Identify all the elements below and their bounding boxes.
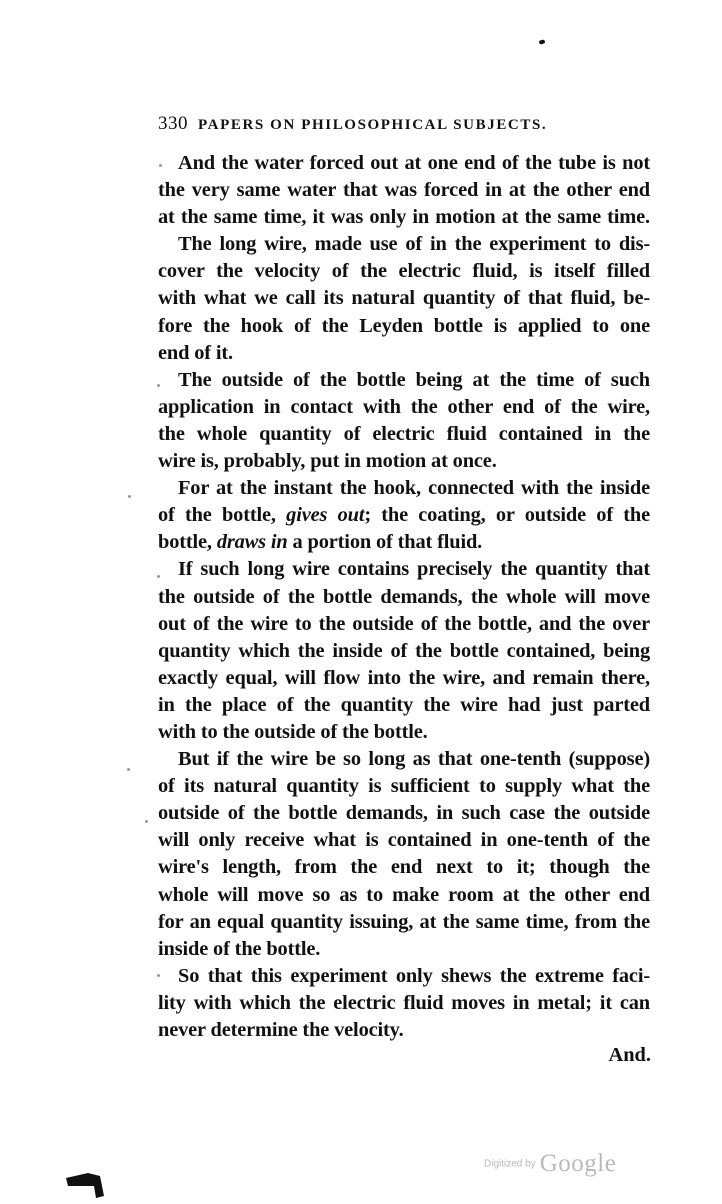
library-stamp-mark bbox=[66, 1162, 106, 1198]
text-line: lity with which the electric fluid moves in metal; it can bbox=[158, 991, 650, 1014]
text-line: will only receive what is contained in one-tenth of the bbox=[158, 829, 650, 852]
text-line: The outside of the bottle being at the time of such bbox=[178, 368, 650, 391]
text-line: of its natural quantity is sufficient to supply what the bbox=[158, 775, 650, 798]
margin-speck bbox=[157, 575, 160, 578]
emphasis: draws in bbox=[216, 531, 288, 554]
text-line: at the same time, it was only in motion at the same time. bbox=[158, 206, 650, 229]
text-line: But if the wire be so long as that one-tenth (suppose) bbox=[178, 748, 650, 771]
margin-speck bbox=[159, 164, 162, 167]
text-line: the very same water that was forced in at the other end bbox=[158, 179, 650, 202]
margin-speck bbox=[128, 495, 131, 498]
margin-speck bbox=[145, 820, 148, 823]
watermark-brand: Google bbox=[539, 1150, 617, 1177]
text-line: in the place of the quantity the wire had just parted bbox=[158, 693, 650, 716]
margin-speck bbox=[127, 768, 130, 771]
text-line: for an equal quantity issuing, at the same time, from the bbox=[158, 910, 650, 933]
text-line: of the bottle, gives out; the coating, or outside of the bbox=[158, 504, 650, 527]
text-line: fore the hook of the Leyden bottle is applied to one bbox=[158, 314, 650, 337]
text-line: cover the velocity of the electric fluid, is itself filled bbox=[158, 260, 650, 283]
text-line: end of it. bbox=[158, 341, 233, 364]
text-line: never determine the velocity. bbox=[158, 1019, 404, 1041]
text-line: And the water forced out at one end of the tube is not bbox=[178, 152, 650, 174]
text-line: application in contact with the other end of the wire, bbox=[158, 395, 650, 418]
page-number: 330 bbox=[158, 113, 188, 134]
digitized-by-google-watermark bbox=[484, 1150, 624, 1184]
body-text bbox=[158, 150, 650, 1044]
emphasis: gives out bbox=[286, 504, 365, 527]
text-line: If such long wire contains precisely the quantity that bbox=[178, 558, 650, 581]
text-line: inside of the bottle. bbox=[158, 937, 321, 960]
text-line: with to the outside of the bottle. bbox=[158, 720, 428, 743]
text-line: the whole quantity of electric fluid contained in the bbox=[158, 422, 650, 445]
catchword: And. bbox=[608, 1044, 651, 1066]
text-line: quantity which the inside of the bottle contained, being bbox=[158, 639, 650, 662]
text-line: out of the wire to the outside of the bottle, and the over bbox=[158, 612, 650, 635]
page-header bbox=[158, 113, 652, 139]
margin-speck bbox=[157, 974, 160, 977]
text-line: whole will move so as to make room at the other end bbox=[158, 883, 650, 906]
watermark-prefix: Digitized by bbox=[484, 1158, 536, 1170]
text-line: wire's length, from the end next to it; though the bbox=[158, 856, 650, 879]
text-line: The long wire, made use of in the experiment to dis- bbox=[178, 233, 650, 256]
text-line: So that this experiment only shews the extreme faci- bbox=[178, 964, 650, 987]
text-line: the outside of the bottle demands, the whole will move bbox=[158, 585, 650, 608]
text-line: exactly equal, will flow into the wire, and remain there, bbox=[158, 666, 650, 689]
margin-speck bbox=[157, 384, 160, 387]
running-head: PAPERS ON PHILOSOPHICAL SUBJECTS. bbox=[198, 117, 548, 133]
text-line: outside of the bottle demands, in such case the outside bbox=[158, 802, 650, 825]
text-line: bottle, draws in a portion of that fluid. bbox=[158, 531, 483, 554]
text-line: wire is, probably, put in motion at once. bbox=[158, 450, 497, 473]
ink-speck bbox=[539, 39, 546, 44]
text-line: with what we call its natural quantity of that fluid, be- bbox=[158, 287, 650, 310]
text-line: For at the instant the hook, connected with the inside bbox=[178, 477, 650, 500]
